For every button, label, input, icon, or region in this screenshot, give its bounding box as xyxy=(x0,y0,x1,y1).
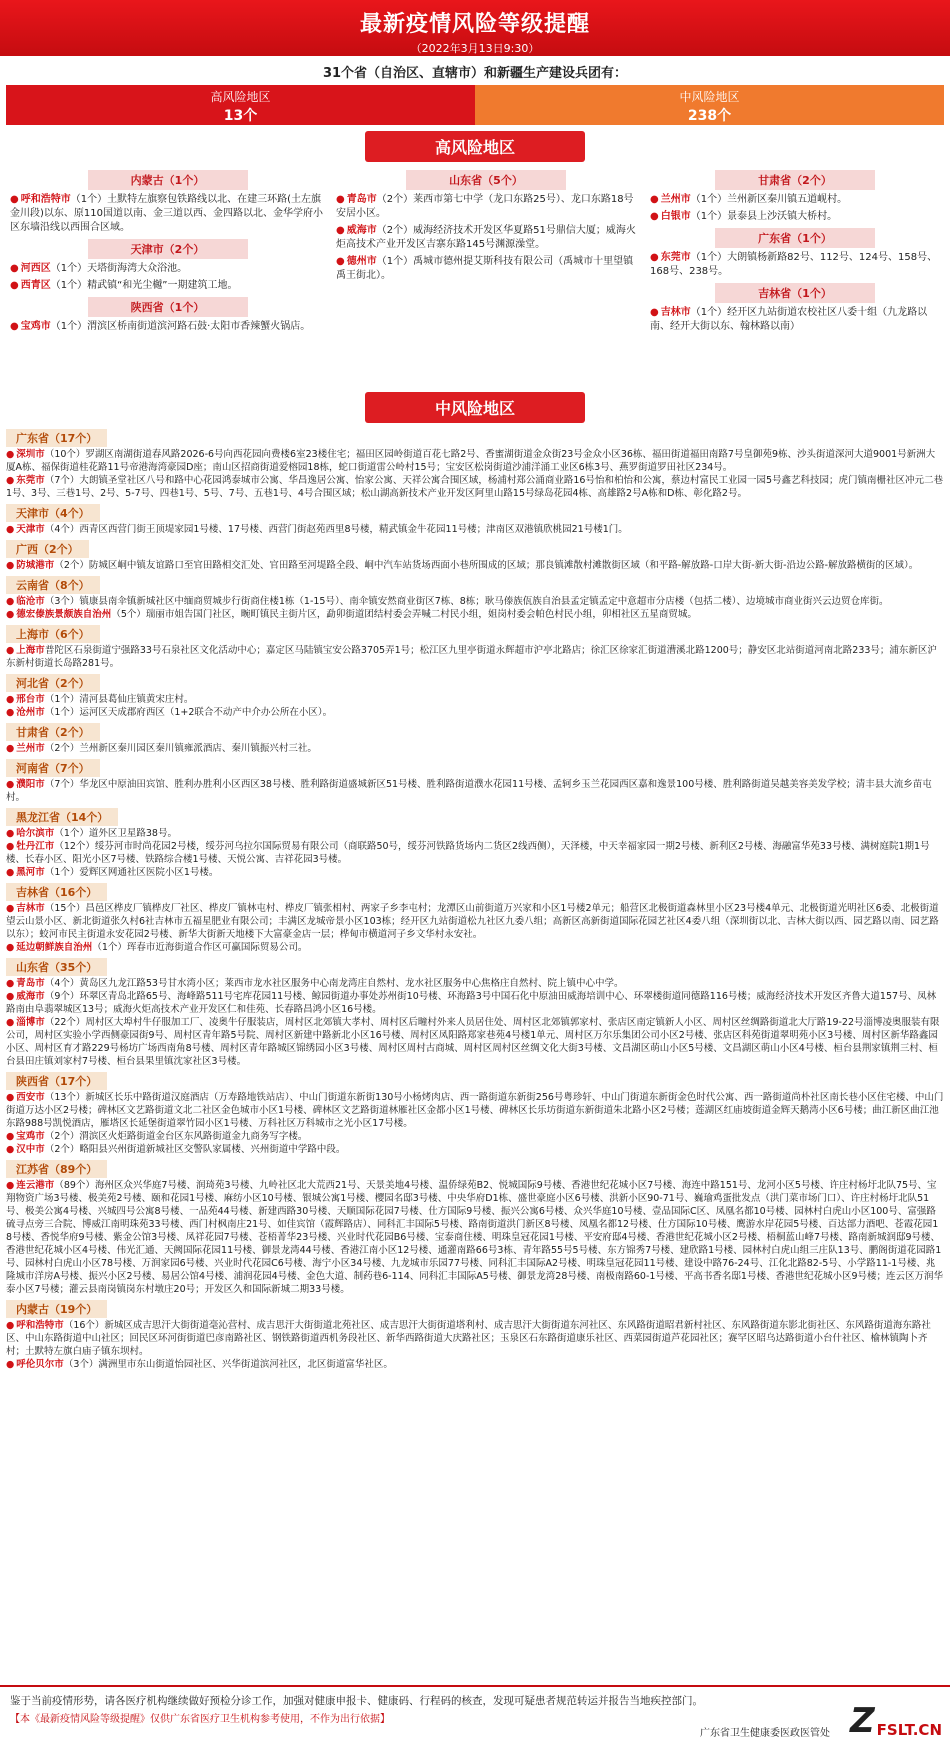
entry-text: 绥芬河市时尚花园2号楼，绥芬河乌拉尔国际贸易有限公司（商联路50号，绥芬河铁路货场内二货区2线西侧），天泽楼，中天幸福家园一期2号楼、新利区2号楼、海融富华苑33号楼、满树庭院1期1号楼、长春小区、阳光小区7号楼、铁路综合楼1号楼、天悦公寓、吉祥花园3号楼。 xyxy=(6,841,930,865)
bullet-icon: ● xyxy=(650,252,659,263)
entry-city: 连云港市 xyxy=(16,1180,55,1191)
bullet-icon: ● xyxy=(6,1180,15,1191)
entry-text: 海州区众兴华庭7号楼、润琦苑3号楼、九岭社区北大荒西21号、天景美地4号楼、温侨绿苑B2、悦城国际9号楼、香港世纪花城小区7号楼、海连中路151号、龙河小区5号楼、许庄村杨圩北队75号、宝翔物资广场3号楼、极美苑2号楼、颐和花园1号楼、麻纺小区10号楼、银城公寓1号楼、樱园名邸3号楼、中央华府D1栋、盛世豪庭小区6号楼、洪新小区90-71号、巍瑜鸡蛋批发点（洪门菜市场门口）、许庄村杨圩北队51号、极美公寓4号楼、兴城四号公寓8号楼、一品苑44号楼、新建西路30号楼、天顺国际花园7号楼、仕方国际9号楼、振兴公寓6号楼、众兴华庭10号楼、壹品国际C区、凤凰名都10号楼、园林村白虎山小区100号、富强路硫寻点旁三合院、博威江南明珠苑33号楼、西门村枫南庄21号、如佳宾馆（霞辉路店）、同科汇丰国际5号楼、路南街道洪门新区8号楼、凤凰名都12号楼、仕方国际10号楼、鹰游水岸花园5号楼、百达部力酒吧、苍霞花园18号楼、香悦华府9号楼、紫金公馆3号楼、凤祥花园7号楼、苍梧菁华23号楼、兴业时代花园B6号楼、宝泰商住楼、明珠皇冠花园1号楼、平安府邸4号楼、香港世纪花城小区2号楼、梧桐蓝山峰7号楼、路南新城润邸9号楼、香港世纪花城小区4号楼、伟光汇通、天阙国际花园11号楼、御景龙湾44号楼、香港江南小区12号楼、通灌南路66号3栋、青年路55号5号楼、东方锦秀7号楼、建欣路1号楼、园林村白虎山组三庄队13号、鹏阁街道花园路1号、园林村白虎山小区78号楼、万润家园6号楼、兴业时代花园C6号楼、海宁小区34号楼、九龙城市乐园77号楼、同科汇丰国际A2号楼、明珠皇冠花园11号楼、建设中路76-24号、江化北路82-5号、小学路11-1号楼、兆隆城市洋房A号楼、振兴小区2号楼、易居公馆4号楼、浦润花园4号楼、金色大道、制药巷6-114、同科汇丰国际A5号楼、御景龙湾28号楼、南极南路60-1号楼、平高书香名邸1号楼、香港世纪花城小区9号楼；连云区万润华泰小区7号楼；灌云县南岗镇岗东村墩庄20号；开发区久和国际新城二期33号楼。 xyxy=(6,1180,944,1295)
entry-text: 道外区卫星路38号。 xyxy=(88,828,177,839)
high-risk-entry xyxy=(336,193,636,221)
update-date: （2022年3月13日9:30） xyxy=(410,42,540,55)
bullet-icon: ● xyxy=(6,867,15,878)
mid-risk-entry xyxy=(6,977,944,990)
mid-province-header: 内蒙古（19个） xyxy=(6,1300,107,1318)
entry-count: （1个） xyxy=(690,252,728,263)
mid-province-header: 广东省（17个） xyxy=(6,429,107,447)
entry-text: 兰州新区秦川镇五道岘村。 xyxy=(727,194,848,205)
entry-city: 宝鸡市 xyxy=(16,1131,45,1142)
entry-city: 兰州市 xyxy=(16,743,45,754)
bullet-icon: ● xyxy=(650,194,659,205)
logo-letter: Z xyxy=(850,1701,875,1741)
bullet-icon: ● xyxy=(6,1144,15,1155)
mid-province-header: 陕西省（17个） xyxy=(6,1072,107,1090)
entry-count: （1个） xyxy=(70,194,108,205)
high-province-header: 甘肃省（2个） xyxy=(715,170,875,190)
mid-province-block xyxy=(6,502,944,536)
mid-province-block xyxy=(6,672,944,719)
entry-count: （1个） xyxy=(92,942,127,953)
entry-text: 新城区成吉思汗大街街道毫沁营村、成吉思汗大街街道北苑社区、成吉思汗大街街道塔利村、成吉思汗大街街道东河社区、东风路街道昭君新村社区、东风路街道东影北街社区、东风路街道海东路社区、中山东路街道中山社区；回民区环河街街道巴彦南路社区、钢铁路街道西机务段社区、新华西路街道大庆路社区；玉泉区石东路街道康乐社区、西菜园街道芦花园社区；赛罕区昭乌达路街道小台什社区、榆林镇陶卜齐村；土默特左旗白庙子镇东坝村。 xyxy=(6,1320,931,1357)
entry-city: 淄博市 xyxy=(16,1017,45,1028)
entry-text: 环翠区青岛北路65号、海峰路511号宅库花园11号楼、鲸园街道办事处苏州街10号楼、环海路3号中国石化中原油田威海培训中心、环翠楼街道同德路116号楼；威海经济技术开发区齐鲁大道157号、凤林路南由阜翡翠城区13号；威海火炬高技术产业开发区仁和佳苑、长春路昌鸿小区16号楼。 xyxy=(6,991,937,1015)
entry-count: （1个） xyxy=(690,211,728,222)
entry-city: 临沧市 xyxy=(16,596,45,607)
high-risk-entry xyxy=(10,279,325,293)
mid-risk-entry xyxy=(6,448,944,474)
high-risk-section-title: 高风险地区 xyxy=(365,131,585,162)
mid-risk-entry xyxy=(6,1016,944,1068)
entry-city: 德州市 xyxy=(346,256,377,267)
entry-city: 宝鸡市 xyxy=(20,321,51,332)
mid-province-block xyxy=(6,956,944,1068)
bullet-icon: ● xyxy=(6,978,15,989)
mid-province-block xyxy=(6,757,944,804)
high-province-header: 吉林省（1个） xyxy=(715,283,875,303)
entry-count: （2个） xyxy=(44,1131,80,1142)
high-province-header: 天津市（2个） xyxy=(88,239,248,259)
entry-text: 莱西市第七中学（龙口东路25号）、龙口东路18号安居小区。 xyxy=(336,194,634,219)
entry-count: （2个） xyxy=(54,560,89,571)
entry-city: 白银市 xyxy=(660,211,691,222)
mid-risk-entry xyxy=(6,1319,944,1358)
mid-risk-count xyxy=(475,85,944,125)
mid-risk-entry xyxy=(6,595,944,608)
bullet-icon: ● xyxy=(6,779,15,790)
entry-count: （3个） xyxy=(63,1359,99,1370)
entry-text: 爱辉区网通社区医院小区1号楼。 xyxy=(79,867,219,878)
entry-text: 土默特左旗察包铁路线以北、在建三环路(土左旗金川段)以东、原110国道以南、金三道以西、金四路以北、金华学府小区东墙沿线以西围合区域。 xyxy=(10,194,323,233)
bullet-icon: ● xyxy=(6,694,15,705)
mid-province-block xyxy=(6,538,944,572)
high-risk-label: 高风险地区 xyxy=(210,90,271,104)
entry-text: 景泰县上沙沃镇大桥村。 xyxy=(727,211,838,222)
entry-text: 珲春市近海街道合作区可赢国际贸易公司。 xyxy=(126,942,308,953)
entry-count: （22个） xyxy=(44,1017,86,1028)
entry-text: 防城区峒中镇友谊路口至官田路相交汇处、官田路至河堤路全段、峒中汽车站货场西面小巷所围成的区域；那良镇滩散村滩散街区域（和平路-解放路-口岸大街-新大街-沿边公路-解放路横街的区域）。 xyxy=(88,560,919,571)
entry-text: 昌邑区桦皮厂镇桦皮厂社区、桦皮厂镇林屯村、桦皮厂镇张相村、两家子乡李屯村；龙潭区山前街道万兴家和小区1号楼2单元；船营区北极街道森林里小区23号楼4单元、北极街道光明社区6委、北极街道望云山景小区、新北街道张久村6社吉林市五福星肥业有限公司；丰满区龙城帝景小区103栋；经开区九站街道松九社区九委八组；高新区高新街道国际花园艺社区4委八组（深圳街以北、吉林大街以西、园艺路以南、园艺路以东）；蛟河市民主街道永安花园2号楼、新华大街新天地楼下大富豪金店一层；桦甸市横道河子乡文华村永安社。 xyxy=(6,903,939,940)
entry-text: 渭滨区桥南街道滨河路石鼓·太阳市香辣蟹火锅店。 xyxy=(87,321,311,332)
entry-count: （15个） xyxy=(44,903,86,914)
mid-province-block xyxy=(6,623,944,670)
mid-risk-entry xyxy=(6,559,944,572)
mid-risk-entry xyxy=(6,1358,944,1371)
high-risk-entry xyxy=(650,251,940,279)
bullet-icon: ● xyxy=(650,307,659,318)
entry-text: 西青区西营门街王顶堤家园1号楼、17号楼、西营门街赵苑西里8号楼，精武镇金牛花园11号楼；津南区双港镇欣桃园21号楼1门。 xyxy=(79,524,628,535)
bullet-icon: ● xyxy=(6,560,15,571)
high-risk-entry xyxy=(10,193,325,235)
entry-city: 吉林市 xyxy=(660,307,691,318)
page-title: 最新疫情风险等级提醒 xyxy=(359,12,590,37)
mid-risk-entry xyxy=(6,1143,944,1156)
bullet-icon: ● xyxy=(10,280,19,291)
entry-count: （13个） xyxy=(44,1092,86,1103)
entry-city: 呼和浩特市 xyxy=(16,1320,64,1331)
entry-text: 普陀区石泉街道宁强路33号石泉社区文化活动中心；嘉定区马陆镇宝安公路3705弄1号；松江区九里亭街道永辉超市沪亭北路店；徐汇区徐家汇街道漕溪北路1200号；静安区北站街道河南北路233号；浦东新区沪东新村街道长岛路281号。 xyxy=(6,645,937,669)
entry-city: 深圳市 xyxy=(16,449,45,460)
entry-count: （1个） xyxy=(54,828,89,839)
mid-province-block xyxy=(6,427,944,500)
mid-risk-entry xyxy=(6,1179,944,1296)
bullet-icon: ● xyxy=(6,828,15,839)
high-risk-entry xyxy=(650,193,940,207)
entry-count: （1个） xyxy=(50,280,88,291)
entry-text: 大朗镇杨新路82号、112号、124号、158号、168号、238号。 xyxy=(650,252,938,277)
entry-city: 防城港市 xyxy=(16,560,55,571)
high-risk-column-3 xyxy=(650,166,940,337)
high-province-header: 内蒙古（1个） xyxy=(88,170,248,190)
entry-city: 青岛市 xyxy=(16,978,45,989)
entry-text: 清河县葛仙庄镇黄宋庄村。 xyxy=(79,694,194,705)
entry-city: 邢台市 xyxy=(16,694,45,705)
mid-risk-entry xyxy=(6,474,944,500)
entry-text: 略阳县兴州街道新城社区交警队家属楼、兴州街道中学路中段。 xyxy=(79,1144,346,1155)
entry-city: 东莞市 xyxy=(16,475,45,486)
high-province-header: 陕西省（1个） xyxy=(88,297,248,317)
entry-text: 经开区九站街道农校社区八委十组（九龙路以南、经开大街以东、翰林路以南） xyxy=(650,307,928,332)
mid-province-header: 甘肃省（2个） xyxy=(6,723,100,741)
bullet-icon: ● xyxy=(6,609,15,620)
high-risk-column-1 xyxy=(10,166,325,337)
entry-city: 牡丹江市 xyxy=(16,841,55,852)
entry-city: 吉林市 xyxy=(16,903,45,914)
entry-city: 濮阳市 xyxy=(16,779,45,790)
entry-text: 瑞丽市姐告国门社区，畹町镇民主街片区，勐卯街道团结村委会弄喊二村民小组，姐岗村委会帕色村民小组，卯相社区五星商贸城。 xyxy=(145,609,697,620)
mid-province-header: 河南省（7个） xyxy=(6,759,100,777)
entry-city: 青岛市 xyxy=(346,194,377,205)
high-province-header: 广东省（1个） xyxy=(715,228,875,248)
high-risk-entry xyxy=(336,224,636,252)
entry-city: 延边朝鲜族自治州 xyxy=(16,942,93,953)
entry-text: 华龙区中原油田宾馆、胜利办胜利小区西区38号楼、胜利路街道盛城新区51号楼、胜利路街道濮水花园11号楼、孟轲乡玉兰花园西区嘉和逸景100号楼、胜利路街道吴越美容美发学校；清丰县大流乡苗屯村。 xyxy=(6,779,932,803)
bullet-icon: ● xyxy=(6,942,15,953)
entry-count: （5个） xyxy=(111,609,146,620)
bullet-icon: ● xyxy=(6,524,15,535)
mid-risk-entry xyxy=(6,608,944,621)
entry-count: （1个） xyxy=(376,256,414,267)
bullet-icon: ● xyxy=(6,991,15,1002)
entry-city: 黑河市 xyxy=(16,867,45,878)
mid-province-block xyxy=(6,1298,944,1371)
entry-count: （1个） xyxy=(50,321,88,332)
entry-text: 禹城市德州提艾斯科技有限公司（禹城市十里望镇禹王街北）。 xyxy=(336,256,634,281)
mid-risk-entry xyxy=(6,644,944,670)
mid-risk-entry xyxy=(6,941,944,954)
mid-risk-entry xyxy=(6,1091,944,1130)
mid-risk-entry xyxy=(6,866,944,879)
bullet-icon: ● xyxy=(6,645,15,656)
entry-text: 兰州新区秦川园区秦川镇雍派酒店、秦川镇振兴村三社。 xyxy=(79,743,317,754)
mid-province-header: 云南省（8个） xyxy=(6,576,100,594)
mid-risk-number: 238个 xyxy=(687,108,732,124)
entry-text: 天塔街海湾大众浴池。 xyxy=(87,263,188,274)
bullet-icon: ● xyxy=(6,743,15,754)
entry-city: 威海市 xyxy=(346,225,377,236)
mid-risk-entry xyxy=(6,827,944,840)
bullet-icon: ● xyxy=(6,1320,15,1331)
entry-text: 威海经济技术开发区华夏路51号鼎信大厦；威海火炬高技术产业开发区吉寨东路145号渊源澡堂。 xyxy=(336,225,636,250)
entry-city: 西青区 xyxy=(20,280,51,291)
mid-province-block xyxy=(6,1070,944,1156)
mid-risk-entry xyxy=(6,742,944,755)
bullet-icon: ● xyxy=(6,841,15,852)
entry-count: （16个） xyxy=(63,1320,105,1331)
mid-risk-entry xyxy=(6,778,944,804)
footer xyxy=(0,1685,950,1747)
mid-province-block xyxy=(6,881,944,954)
entry-city: 上海市 xyxy=(16,645,45,656)
bullet-icon: ● xyxy=(6,707,15,718)
logo-site: FSLT.CN xyxy=(876,1721,942,1739)
entry-count: （1个） xyxy=(690,307,728,318)
mid-province-block xyxy=(6,1158,944,1296)
entry-count: （10个） xyxy=(44,449,86,460)
mid-risk-entry xyxy=(6,1130,944,1143)
mid-province-block xyxy=(6,806,944,879)
mid-province-block xyxy=(6,574,944,621)
mid-province-header: 山东省（35个） xyxy=(6,958,107,976)
entry-city: 天津市 xyxy=(16,524,45,535)
bullet-icon: ● xyxy=(336,225,345,236)
entry-count: （4个） xyxy=(44,524,80,535)
high-risk-entry xyxy=(650,306,940,334)
footer-notice: 鉴于当前疫情形势，请各医疗机构继续做好预检分诊工作，加强对健康申报卡、健康码、行程码的核查，发现可疑患者规范转运并报告当地疾控部门。 xyxy=(10,1695,703,1707)
entry-count: （2个） xyxy=(376,194,414,205)
entry-city: 沧州市 xyxy=(16,707,45,718)
mid-risk-entry xyxy=(6,706,944,719)
entry-count: （89个） xyxy=(54,1180,95,1191)
entry-city: 呼和浩特市 xyxy=(20,194,71,205)
entry-city: 呼伦贝尔市 xyxy=(16,1359,64,1370)
entry-count: （4个） xyxy=(44,978,80,989)
bullet-icon: ● xyxy=(10,321,19,332)
watermark-logo xyxy=(822,1701,942,1741)
entry-text: 精武镇“和光尘樾”一期建筑工地。 xyxy=(87,280,238,291)
entry-count: （1个） xyxy=(690,194,728,205)
entry-city: 西安市 xyxy=(16,1092,45,1103)
bullet-icon: ● xyxy=(6,449,15,460)
bullet-icon: ● xyxy=(6,903,15,914)
mid-risk-entry xyxy=(6,990,944,1016)
entry-count: （7个） xyxy=(44,475,80,486)
bullet-icon: ● xyxy=(336,256,345,267)
entry-city: 哈尔滨市 xyxy=(16,828,55,839)
high-risk-count xyxy=(6,85,475,125)
entry-city: 德宏傣族景颇族自治州 xyxy=(16,609,112,620)
bullet-icon: ● xyxy=(6,1359,15,1370)
summary-subtitle: 31个省（自治区、直辖市）和新疆生产建设兵团有： xyxy=(322,66,628,81)
entry-count: （9个） xyxy=(44,991,80,1002)
entry-text: 渭滨区火炬路街道金台区东风路街道金九商务写字楼。 xyxy=(79,1131,308,1142)
mid-province-header: 黑龙江省（14个） xyxy=(6,808,118,826)
mid-risk-section-title: 中风险地区 xyxy=(365,392,585,423)
entry-count: （1个） xyxy=(44,694,80,705)
entry-count: （7个） xyxy=(44,779,80,790)
risk-counts xyxy=(6,85,944,125)
header xyxy=(0,0,950,56)
entry-city: 威海市 xyxy=(16,991,45,1002)
high-risk-entry xyxy=(650,210,940,224)
entry-count: （12个） xyxy=(54,841,95,852)
mid-province-header: 天津市（4个） xyxy=(6,504,100,522)
mid-risk-entry xyxy=(6,902,944,941)
entry-text: 运河区天成郡府西区（1+2联合不动产中介办公所在小区）。 xyxy=(79,707,333,718)
high-province-header: 山东省（5个） xyxy=(406,170,566,190)
entry-city: 东莞市 xyxy=(660,252,691,263)
mid-province-block xyxy=(6,721,944,755)
mid-risk-list xyxy=(6,427,944,1371)
high-risk-grid xyxy=(6,166,944,386)
footer-issuer: 广东省卫生健康委医政医管处 xyxy=(700,1728,830,1739)
entry-count: （1个） xyxy=(44,707,80,718)
mid-risk-entry xyxy=(6,693,944,706)
mid-province-header: 江苏省（89个） xyxy=(6,1160,107,1178)
entry-city: 兰州市 xyxy=(660,194,691,205)
entry-count: （1个） xyxy=(50,263,88,274)
bullet-icon: ● xyxy=(6,1017,15,1028)
entry-text: 大朗镇圣堂社区八号和路中心花园鸿泰城市公寓、华昌逸居公寓、怡家公寓、天祥公寓合围区域，杨浦村郑公涌商业路16号怡和柏怡和公寓，蔡边村富民工业园一园5号鑫艺科技园；虎门镇南栅社区冲元二巷1号、3号、三巷1号、2号、5-7号、四巷1号、5号、7号、五巷1号、4号合围区域；松山湖高新技术产业开发区阿里山路15号绿岛花园4栋、高雄路2号A栋和D栋、彰化路2号。 xyxy=(6,475,943,499)
entry-count: （1个） xyxy=(44,867,80,878)
mid-province-header: 上海市（6个） xyxy=(6,625,100,643)
high-risk-entry xyxy=(336,255,636,283)
mid-risk-entry xyxy=(6,523,944,536)
high-risk-column-2 xyxy=(336,166,636,286)
high-risk-entry xyxy=(10,262,325,276)
entry-text: 黄岛区九龙江路53号甘水湾小区；莱西市龙水社区服务中心南龙湾庄自然村、龙水社区服务中心焦格庄自然村、院上镇中心中学。 xyxy=(79,978,624,989)
mid-risk-entry xyxy=(6,840,944,866)
entry-count: （2个） xyxy=(44,743,80,754)
bullet-icon: ● xyxy=(10,194,19,205)
entry-count: （2个） xyxy=(376,225,414,236)
entry-count: （2个） xyxy=(44,1144,80,1155)
high-risk-number: 13个 xyxy=(223,108,258,124)
bullet-icon: ● xyxy=(6,1131,15,1142)
bullet-icon: ● xyxy=(650,211,659,222)
mid-province-header: 吉林省（16个） xyxy=(6,883,107,901)
entry-city: 汉中市 xyxy=(16,1144,45,1155)
entry-text: 罗湖区南湖街道春风路2026-6号向西花园向费楼6室23楼住宅；福田区园岭街道百花七路2号、香蜜湖街道金众街23号金众小区36栋、福田街道福田南路7号皇御苑9栋、沙头街道深河大道9001号新洲大厦A栋、福保街道桂花路11号帝港海湾豪园D座；南山区招商街道爱榕园18栋，蛇口街道雷公岭村15号；宝安区松岗街道沙浦洋涌工业区6栋3号、燕罗街道罗田社区234号。 xyxy=(6,449,936,473)
mid-risk-label: 中风险地区 xyxy=(679,90,740,104)
mid-province-header: 河北省（2个） xyxy=(6,674,100,692)
mid-province-header: 广西（2个） xyxy=(6,540,89,558)
entry-text: 满洲里市东山街道怡园社区、兴华街道滨河社区，北区街道富华社区。 xyxy=(98,1359,393,1370)
bullet-icon: ● xyxy=(6,596,15,607)
footer-disclaimer: 【本《最新疫情风险等级提醒》仅供广东省医疗卫生机构参考使用，不作为出行依据】 xyxy=(10,1714,390,1725)
high-risk-entry xyxy=(10,320,325,334)
bullet-icon: ● xyxy=(336,194,345,205)
entry-count: （3个） xyxy=(44,596,80,607)
bullet-icon: ● xyxy=(6,475,15,486)
bullet-icon: ● xyxy=(10,263,19,274)
entry-text: 新城区长乐中路街道汉庭酒店（万寿路地铁站店）、中山门街道东新街130号小杨烤肉店、西一路街道东新街256号粤珍轩、中山门街道东新街金色时代公寓、西一路街道尚朴社区南长巷小区住宅楼、中山门街道万达小区2号楼；碑林区文艺路街道文北二社区金色城市小区1号楼、碑林区文艺路街道林雁社区金都小区1号楼、碑林区长乐坊街道东新街道朱北路小区2号楼；莲湖区红庙坡街道金辉天鹅湾小区6号楼；曲江新区曲江池东路988号凯悦酒店，雁塔区长延堡街道翠竹园小区1号楼、万科社区万科城市之光小区17号楼。 xyxy=(6,1092,944,1129)
entry-text: 周村区大埠村牛仔服加工厂、凌奥牛仔服装店，周村区北郊镇大孝村、周村区后疃村外来人员居住处、周村区北郊镇郭家村、张店区南定镇新人小区、周村区丝绸路街道北大厅路19-22号淄博凌奥服装有限公司，周村区实验小学西侧豪园街9号、周村区青年路5号院、周村区新建中路新北小区16号楼、周村区凤阳路郑家巷苑4号楼1单元、周村区万尔乐集团公司小区2号楼、张店区科苑街道翠明苑小区3号楼、周村区新华路鑫园小区、周村区育才路229号杨坊广场西南角8号楼、周村区青年路城区锦绣园小区3号楼、周村区周村古商城、周村区周村区丝绸文化大街3号楼、文昌湖区萌山小区5号楼、文昌湖区萌山小区4号楼、桓台县荆家镇荆三村、桓台县田庄镇刘家村7号楼、桓台县果里镇沈家社区3号楼。 xyxy=(6,1017,940,1067)
entry-city: 河西区 xyxy=(20,263,51,274)
bullet-icon: ● xyxy=(6,1092,15,1103)
entry-text: 镇康县南伞镇新城社区中缅商贸城步行街商住楼1栋（1-15号）、南伞镇安然商业街区7栋、8栋；耿马傣族佤族自治县孟定镇孟定中意超市分店楼（包括二楼）、边境城市商业街兴云边贸仓库街。 xyxy=(79,596,889,607)
